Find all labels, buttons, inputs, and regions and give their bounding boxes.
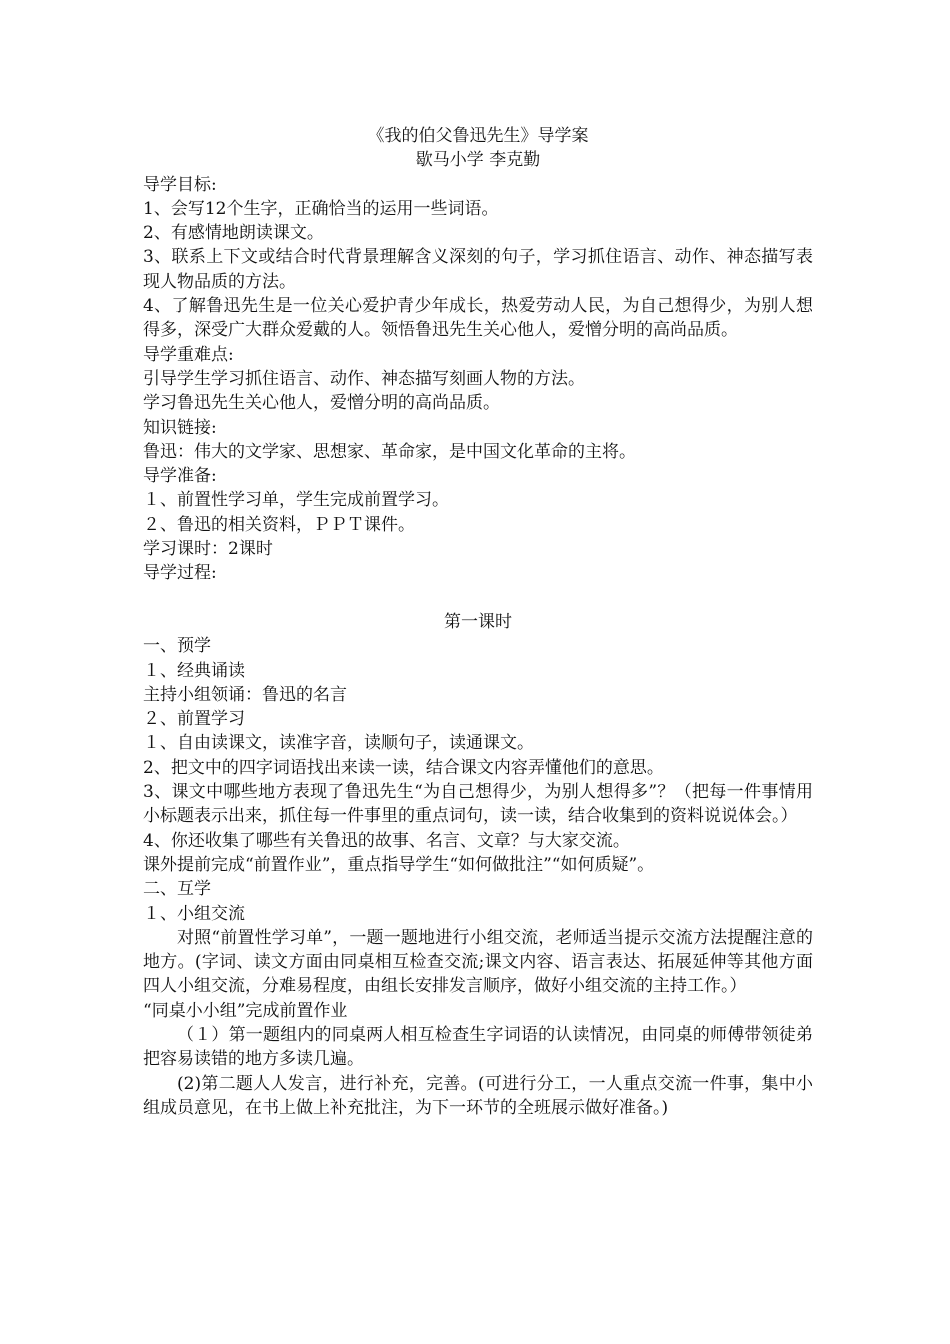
subsection-heading: １、经典诵读 (143, 660, 245, 681)
section-heading-mutual: 二、互学 (143, 879, 211, 900)
task-item: １、自由读课文，读准字音，读顺句子，读通课文。 (143, 733, 534, 754)
knowledge-link-text: 鲁迅：伟大的文学家、思想家、革命家，是中国文化革命的主将。 (143, 441, 636, 462)
document-author: 歇马小学 李克勤 (415, 150, 541, 171)
key-point-item: 引导学生学习抓住语言、动作、神态描写刻画人物的方法。 (143, 368, 585, 389)
pair-task-item: (2)第二题人人发言，进行补充，完善。(可进行分工，一人重点交流一件事，集中小组成员意见，在书上做上补充批注，为下一环节的全班展示做好准备。) (143, 1073, 813, 1118)
subsection-text: 主持小组领诵：鲁迅的名言 (143, 684, 347, 705)
document-title: 《我的伯父鲁迅先生》导学案 (367, 126, 589, 146)
key-points-heading: 导学重难点: (143, 344, 234, 365)
goals-heading: 导学目标: (143, 174, 217, 195)
goal-item: 1、会写12个生字，正确恰当的运用一些词语。 (143, 198, 499, 219)
pair-group-heading: “同桌小小组”完成前置作业 (143, 1000, 348, 1021)
pair-task-item: （１）第一题组内的同桌两人相互检查生字词语的认读情况，由同桌的师傅带领徒弟把容易读错的地方多读几遍。 (143, 1024, 813, 1070)
knowledge-link-heading: 知识链接: (143, 417, 217, 438)
group-exchange-text: 对照“前置性学习单”，一题一题地进行小组交流，老师适当提示交流方法提醒注意的地方。(字词、读文方面由同桌相互检查交流;课文内容、语言表达、拓展延伸等其他方面四人小组交流，分难易程度，由组长安排发言顺序，做好小组交流的主持工作。） (143, 927, 813, 997)
task-item: 4、你还收集了哪些有关鲁迅的故事、名言、文章？与大家交流。 (143, 830, 630, 851)
subsection-heading: ２、前置学习 (143, 709, 245, 730)
goal-item: 4、了解鲁迅先生是一位关心爱护青少年成长，热爱劳动人民，为自己想得少，为别人想得多，深受广大群众爱戴的人。领悟鲁迅先生关心他人，爱憎分明的高尚品质。 (143, 296, 813, 341)
task-note: 课外提前完成“前置作业”，重点指导学生“如何做批注”“如何质疑”。 (143, 854, 655, 875)
preparation-item: ２、鲁迅的相关资料，ＰＰＴ课件。 (143, 514, 415, 535)
preparation-item: １、前置性学习单，学生完成前置学习。 (143, 490, 449, 511)
process-heading: 导学过程: (143, 563, 217, 584)
task-item: 2、把文中的四字词语找出来读一读，结合课文内容弄懂他们的意思。 (143, 757, 664, 778)
goal-item: 2、有感情地朗读课文。 (143, 223, 324, 244)
goal-item: 3、联系上下文或结合时代背景理解含义深刻的句子，学习抓住语言、动作、神态描写表现人物品质的方法。 (143, 247, 813, 292)
subsection-heading: １、小组交流 (143, 903, 245, 924)
preparation-heading: 导学准备: (143, 466, 217, 487)
lesson-title: 第一课时 (444, 611, 512, 632)
document-page (143, 124, 813, 1120)
task-item: 3、课文中哪些地方表现了鲁迅先生“为自己想得少，为别人想得多”？（把每一件事情用小标题表示出来，抓住每一件事里的重点词句，读一读，结合收集到的资料说说体会。） (143, 782, 813, 827)
section-heading-preview: 一、预学 (143, 636, 211, 657)
key-point-item: 学习鲁迅先生关心他人，爱憎分明的高尚品质。 (143, 393, 500, 414)
blank-line (143, 586, 813, 610)
study-hours: 学习课时：2课时 (143, 539, 273, 560)
